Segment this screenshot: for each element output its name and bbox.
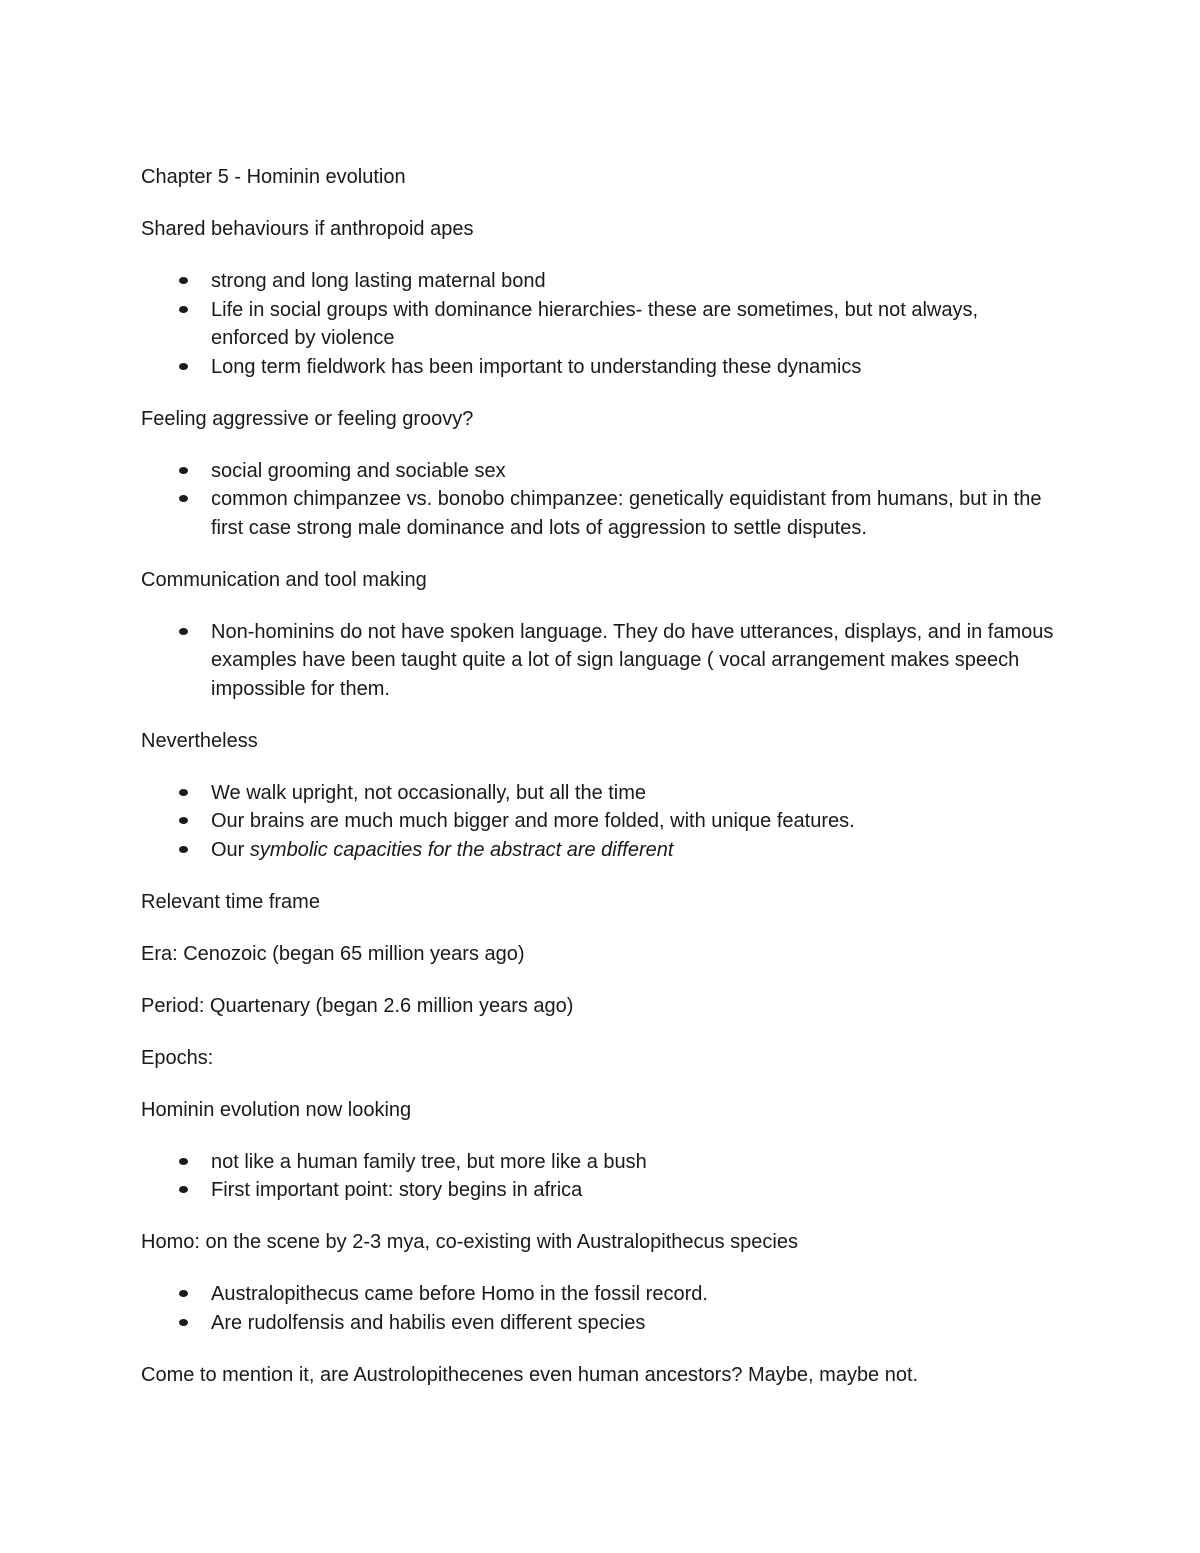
list-item <box>141 1309 1061 1338</box>
list-item <box>141 1280 1061 1309</box>
bullet-icon <box>179 1158 188 1165</box>
list-item-text: Our brains are much much bigger and more folded, with unique features. <box>211 810 855 832</box>
list-item-text: Australopithecus came before Homo in the fossil record. <box>211 1283 708 1305</box>
epochs-line: Epochs: <box>141 1046 214 1069</box>
hominin-evolution-list <box>141 1148 1061 1205</box>
bullet-icon <box>179 846 188 853</box>
era-line: Era: Cenozoic (began 65 million years ago) <box>141 942 525 965</box>
list-item <box>141 618 1061 704</box>
list-item-text: Are rudolfensis and habilis even different species <box>211 1311 646 1334</box>
section-heading-communication: Communication and tool making <box>141 568 427 591</box>
list-item-text: Long term fieldwork has been important to understanding these dynamics <box>211 355 862 378</box>
section-heading-nevertheless: Nevertheless <box>141 729 258 752</box>
section-heading-feeling-aggressive: Feeling aggressive or feeling groovy? <box>141 407 474 430</box>
list-item-text: First important point: story begins in africa <box>211 1179 583 1201</box>
list-item-text-prefix: Our <box>211 838 250 861</box>
shared-behaviours-list <box>141 267 1061 381</box>
bullet-icon <box>179 1290 188 1297</box>
section-heading-hominin-evolution: Hominin evolution now looking <box>141 1098 412 1121</box>
bullet-icon <box>179 817 188 824</box>
document-page <box>141 163 1061 1413</box>
list-item-text: social grooming and sociable sex <box>211 459 506 482</box>
list-item-text: We walk upright, not occasionally, but all the time <box>211 781 647 804</box>
bullet-icon <box>179 1186 188 1193</box>
list-item <box>141 353 1061 382</box>
list-item <box>141 296 1061 353</box>
list-item <box>141 836 1061 865</box>
section-heading-time-frame: Relevant time frame <box>141 890 320 913</box>
list-item-text: strong and long lasting maternal bond <box>211 270 546 292</box>
bullet-icon <box>179 277 188 284</box>
list-item <box>141 1148 1061 1177</box>
section-heading-homo: Homo: on the scene by 2-3 mya, co-existing with Australopithecus species <box>141 1231 798 1253</box>
list-item-text-italic: symbolic capacities for the abstract are different <box>249 838 674 861</box>
bullet-icon <box>179 306 188 313</box>
list-item-text: Non-hominins do not have spoken language. They do have utterances, displays, and in famous examples have been taught quite a lot of sign language ( vocal arrangement makes speech impossible for them. <box>211 620 1054 700</box>
bullet-icon <box>179 495 188 502</box>
bullet-icon <box>179 628 188 635</box>
bullet-icon <box>179 1319 188 1326</box>
homo-list <box>141 1280 1061 1337</box>
bullet-icon <box>179 789 188 796</box>
bullet-icon <box>179 363 188 370</box>
nevertheless-list <box>141 779 1061 865</box>
communication-list <box>141 618 1061 704</box>
list-item <box>141 485 1061 542</box>
period-line: Period: Quartenary (began 2.6 million years ago) <box>141 994 574 1017</box>
list-item <box>141 779 1061 808</box>
document-title: Chapter 5 - Hominin evolution <box>141 166 406 188</box>
list-item <box>141 267 1061 296</box>
list-item-text: Life in social groups with dominance hierarchies- these are sometimes, but not always, enforced by violence <box>211 298 979 349</box>
list-item <box>141 807 1061 836</box>
list-item-text: not like a human family tree, but more like a bush <box>211 1150 647 1173</box>
feeling-aggressive-list <box>141 457 1061 543</box>
section-heading-shared-behaviours: Shared behaviours if anthropoid apes <box>141 218 474 240</box>
list-item <box>141 1176 1061 1205</box>
list-item <box>141 457 1061 486</box>
bullet-icon <box>179 467 188 474</box>
list-item-text: common chimpanzee vs. bonobo chimpanzee: genetically equidistant from humans, but in the first case strong male dominance and lots of aggression to settle disputes. <box>211 488 1042 539</box>
closing-paragraph: Come to mention it, are Austrolopithecenes even human ancestors? Maybe, maybe not. <box>141 1363 919 1386</box>
